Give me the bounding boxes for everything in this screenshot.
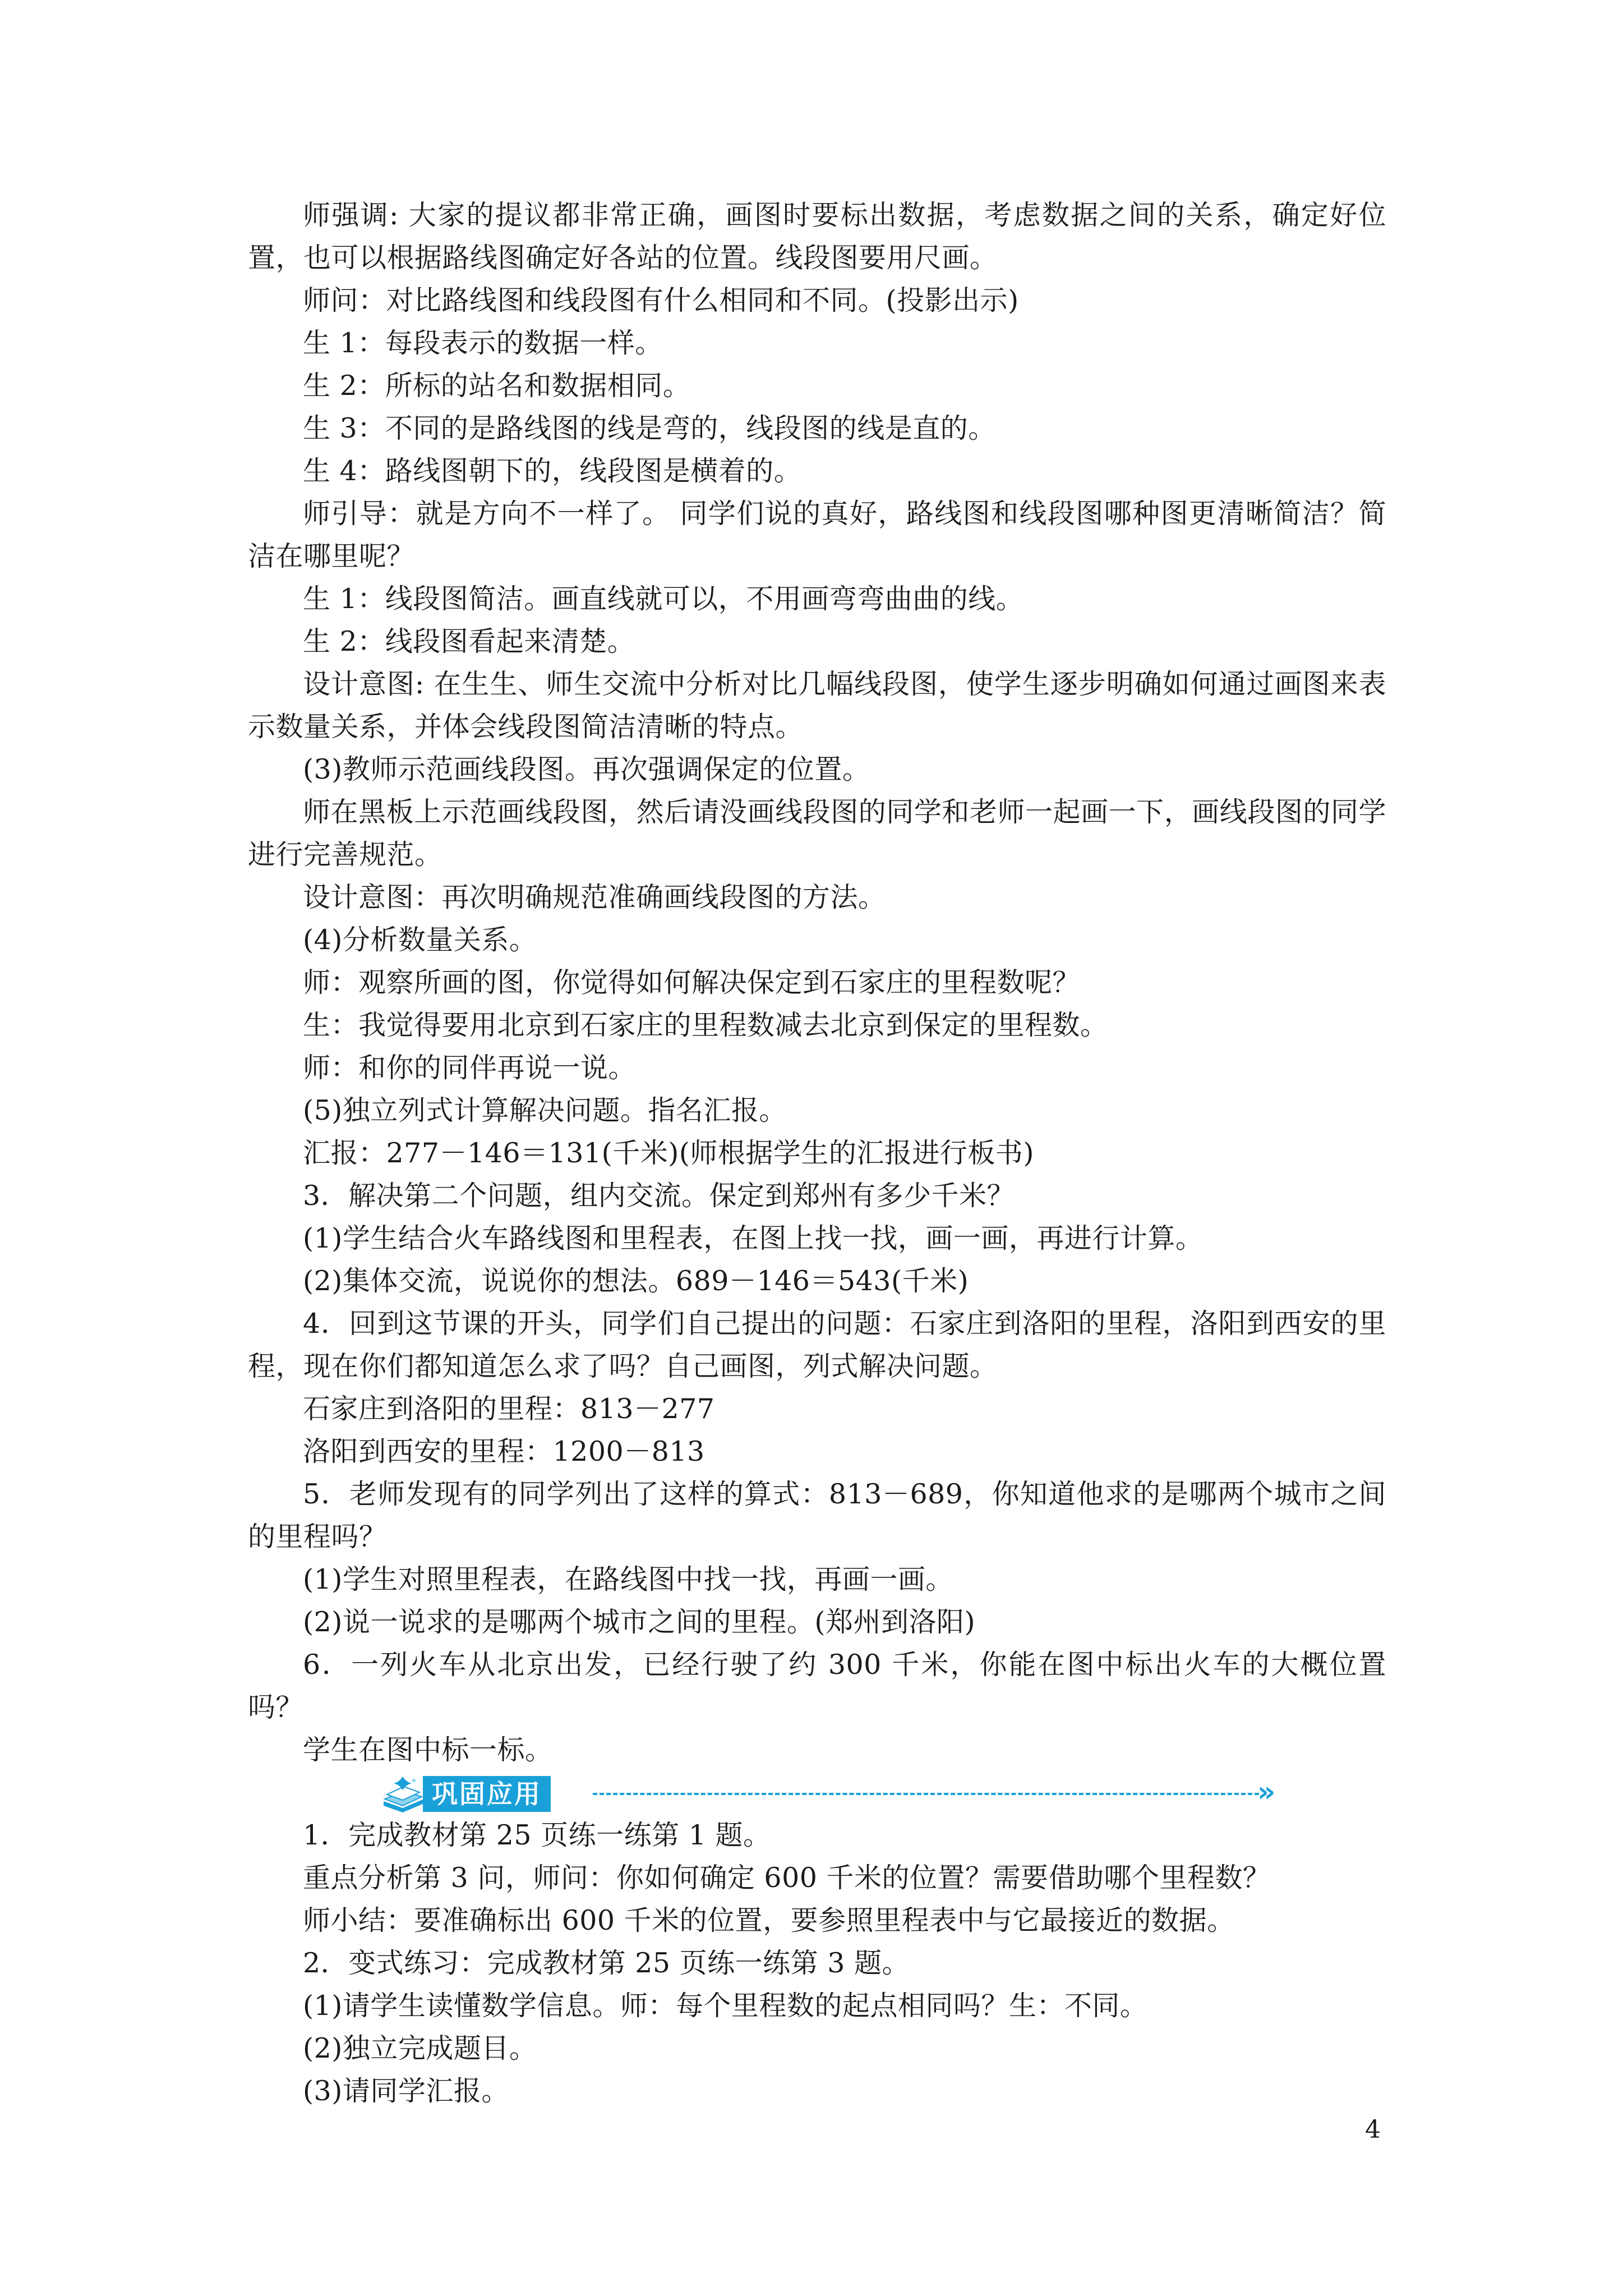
paragraph: 生 4：路线图朝下的，线段图是横着的。 xyxy=(303,455,802,487)
paragraph: 师在黑板上示范画线段图，然后请没画线段图的同学和老师一起画一下，画线段图的同学进行完善规范。 xyxy=(248,796,1386,871)
paragraph: (5)独立列式计算解决问题。指名汇报。 xyxy=(303,1094,787,1126)
paragraph: 6．一列火车从北京出发，已经行驶了约 300 千米，你能在图中标出火车的大概位置吗？ xyxy=(248,1649,1386,1723)
paragraph: 生 2：线段图看起来清楚。 xyxy=(303,625,635,657)
paragraphs-before xyxy=(248,194,1386,1772)
paragraph: 1．完成教材第 25 页练一练第 1 题。 xyxy=(303,1819,771,1851)
paragraph: 师强调: 大家的提议都非常正确，画图时要标出数据，考虑数据之间的关系，确定好位置，也可以根据路线图确定好各站的位置。线段图要用尺画。 xyxy=(248,199,1386,274)
paragraphs-after xyxy=(248,1814,1386,2113)
paragraph: 生：我觉得要用北京到石家庄的里程数减去北京到保定的里程数。 xyxy=(303,1009,1108,1041)
paragraph: 设计意图：再次明确规范准确画线段图的方法。 xyxy=(303,881,886,913)
paragraph: 师：观察所画的图，你觉得如何解决保定到石家庄的里程数呢？ xyxy=(303,967,1081,999)
paragraph: 师引导：就是方向不一样了。 同学们说的真好，路线图和线段图哪种图更清晰简洁？简洁在哪里呢？ xyxy=(248,498,1386,572)
page-content xyxy=(248,194,1386,2113)
section-badge xyxy=(380,1774,551,1814)
paragraph: (3)请同学汇报。 xyxy=(303,2075,509,2107)
paragraph: 4．回到这节课的开头，同学们自己提出的问题：石家庄到洛阳的里程，洛阳到西安的里程，现在你们都知道怎么求了吗？自己画图，列式解决问题。 xyxy=(248,1308,1386,1382)
paragraph: 生 1：线段图简洁。画直线就可以，不用画弯弯曲曲的线。 xyxy=(303,583,1024,615)
paragraph: 重点分析第 3 问，师问：你如何确定 600 千米的位置？需要借助哪个里程数？ xyxy=(303,1862,1271,1894)
paragraph: (1)请学生读懂数学信息。师：每个里程数的起点相同吗？生：不同。 xyxy=(303,1990,1148,2022)
paragraph: 设计意图: 在生生、师生交流中分析对比几幅线段图，使学生逐步明确如何通过画图来表示数量关系，并体会线段图简洁清晰的特点。 xyxy=(248,668,1386,743)
paragraph: (1)学生对照里程表，在路线图中找一找，再画一画。 xyxy=(303,1563,953,1595)
section-title: 巩固应用 xyxy=(423,1776,551,1812)
paragraph: (4)分析数量关系。 xyxy=(303,924,537,956)
paragraph: 师问：对比路线图和线段图有什么相同和不同。(投影出示) xyxy=(303,284,1019,316)
paragraph: 洛阳到西安的里程：1200－813 xyxy=(303,1435,705,1467)
section-header xyxy=(248,1772,1386,1814)
paragraph: (1)学生结合火车路线图和里程表，在图上找一找，画一画，再进行计算。 xyxy=(303,1222,1204,1254)
paragraph: 生 1：每段表示的数据一样。 xyxy=(303,327,663,359)
paragraph: 师：和你的同伴再说一说。 xyxy=(303,1052,637,1084)
paragraph: 学生在图中标一标。 xyxy=(303,1734,553,1766)
paragraph: 汇报：277－146＝131(千米)(师根据学生的汇报进行板书) xyxy=(303,1137,1035,1169)
paragraph: 5．老师发现有的同学列出了这样的算式：813－689，你知道他求的是哪两个城市之间的里程吗？ xyxy=(248,1478,1386,1553)
paragraph: (2)集体交流，说说你的想法。689－146＝543(千米) xyxy=(303,1265,969,1297)
paragraph: 师小结：要准确标出 600 千米的位置，要参照里程表中与它最接近的数据。 xyxy=(303,1904,1235,1936)
section-divider xyxy=(593,1793,1259,1795)
paragraph: 2．变式练习：完成教材第 25 页练一练第 3 题。 xyxy=(303,1947,910,1979)
paragraph: (2)独立完成题目。 xyxy=(303,2032,537,2064)
paragraph: (2)说一说求的是哪两个城市之间的里程。(郑州到洛阳) xyxy=(303,1606,976,1638)
double-chevron-right-icon: » xyxy=(1257,1775,1276,1808)
paragraph: 石家庄到洛阳的里程：813－277 xyxy=(303,1393,715,1425)
paragraph: 3．解决第二个问题，组内交流。保定到郑州有多少千米？ xyxy=(303,1180,1015,1212)
paragraph: 生 2：所标的站名和数据相同。 xyxy=(303,370,691,402)
paragraph: (3)教师示范画线段图。再次强调保定的位置。 xyxy=(303,753,870,785)
page-number: 4 xyxy=(1365,2115,1381,2144)
paragraph: 生 3：不同的是路线图的线是弯的，线段图的线是直的。 xyxy=(303,412,996,444)
book-icon xyxy=(380,1774,426,1814)
